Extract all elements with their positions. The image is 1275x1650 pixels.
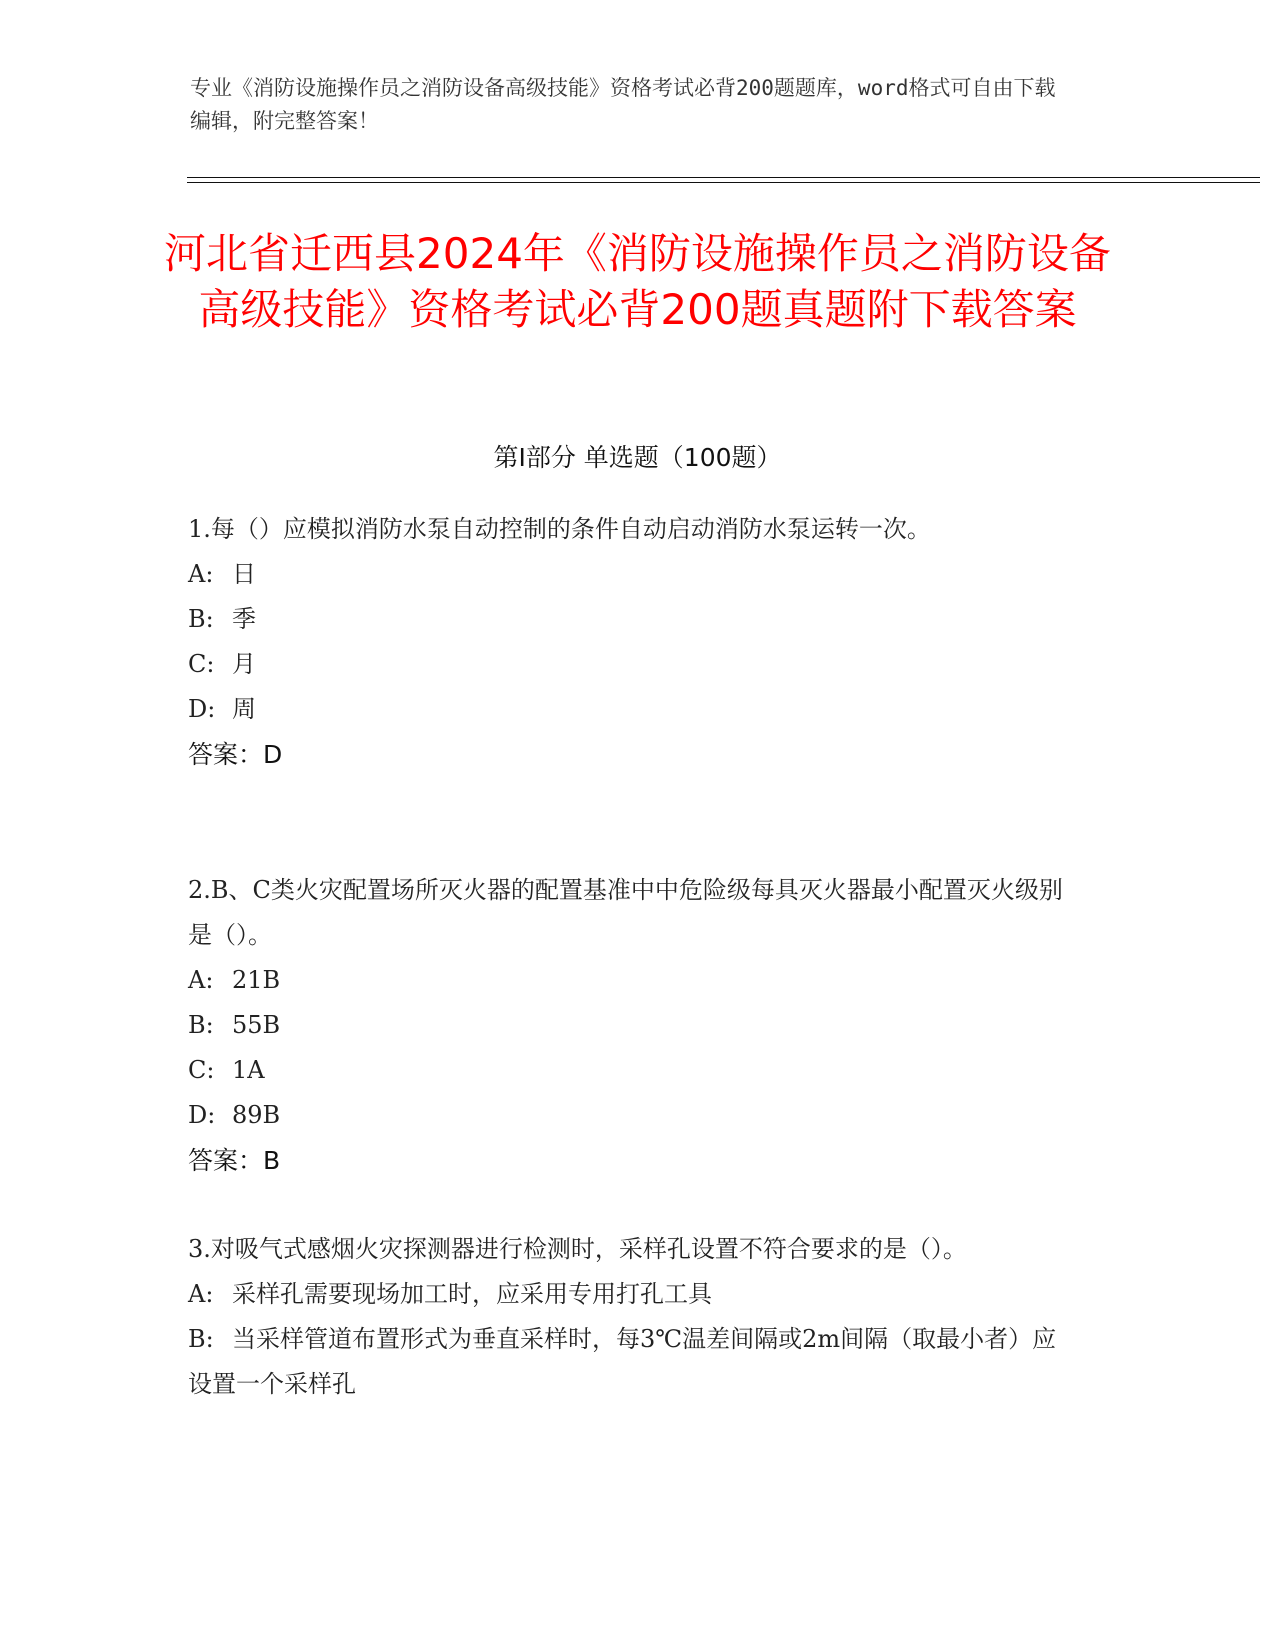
option-text: 55B: [232, 1011, 281, 1039]
option-text: 当采样管道布置形式为垂直采样时，每3℃温差间隔或2m间隔（取最小者）应设置一个采样孔: [188, 1325, 1057, 1398]
header-note: 专业《消防设施操作员之消防设备高级技能》资格考试必背200题题库，word格式可自由下载编辑，附完整答案！: [190, 76, 1056, 133]
question-stem: 2.B、C类火灾配置场所灭火器的配置基准中中危险级每具灭火器最小配置灭火级别是（）。: [188, 876, 1063, 949]
option-text: 月: [232, 650, 256, 678]
option-b: [188, 1317, 1068, 1407]
question-3: [188, 1227, 1068, 1407]
option-a: [188, 958, 1068, 1003]
option-a: [188, 552, 1068, 597]
option-letter: A:: [188, 560, 214, 588]
option-text: 1A: [232, 1056, 265, 1084]
option-letter: B:: [188, 605, 214, 633]
option-d: [188, 1093, 1068, 1138]
option-letter: C:: [188, 1056, 215, 1084]
option-letter: B:: [188, 1325, 214, 1353]
header-rule-top: [187, 177, 1260, 178]
option-b: [188, 1003, 1068, 1048]
option-letter: C:: [188, 650, 215, 678]
option-a: [188, 1272, 1068, 1317]
answer: 答案：B: [188, 1146, 281, 1175]
question-stem: 3.对吸气式感烟火灾探测器进行检测时，采样孔设置不符合要求的是（）。: [188, 1235, 967, 1263]
option-text: 21B: [232, 966, 281, 994]
header-rule-bottom: [187, 182, 1260, 183]
option-text: 采样孔需要现场加工时，应采用专用打孔工具: [232, 1280, 712, 1308]
option-c: [188, 642, 1068, 687]
question-1: [188, 507, 1068, 777]
option-text: 日: [232, 560, 256, 588]
document-title: 河北省迁西县2024年《消防设施操作员之消防设备高级技能》资格考试必背200题真题附下载答案: [164, 229, 1111, 334]
option-letter: D:: [188, 695, 216, 723]
option-b: [188, 597, 1068, 642]
question-2: [188, 868, 1068, 1183]
option-text: 89B: [232, 1101, 281, 1129]
option-letter: A:: [188, 966, 214, 994]
answer: 答案：D: [188, 740, 283, 769]
option-letter: D:: [188, 1101, 216, 1129]
option-letter: A:: [188, 1280, 214, 1308]
option-text: 周: [232, 695, 256, 723]
option-c: [188, 1048, 1068, 1093]
section-heading: 第I部分 单选题（100题）: [493, 443, 782, 472]
option-letter: B:: [188, 1011, 214, 1039]
option-text: 季: [232, 605, 256, 633]
option-d: [188, 687, 1068, 732]
question-stem: 1.每（）应模拟消防水泵自动控制的条件自动启动消防水泵运转一次。: [188, 515, 931, 543]
